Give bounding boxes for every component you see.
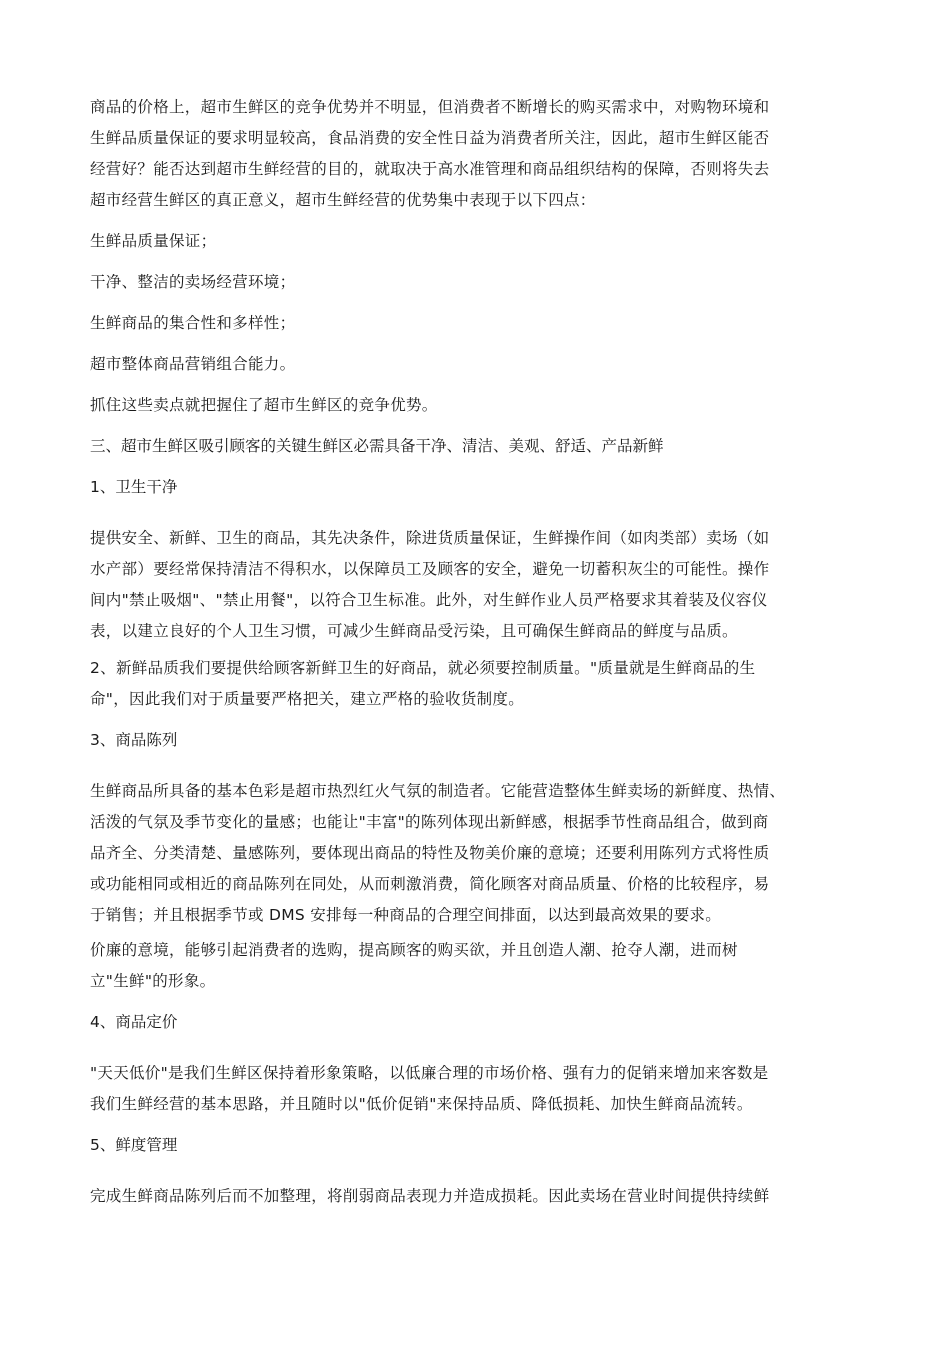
pricing-paragraph (90, 1058, 880, 1120)
text-line: 完成生鲜商品陈列后而不加整理，将削弱商品表现力并造成损耗。因此卖场在营业时间提供持续鲜 (90, 1187, 770, 1205)
text-line: 表，以建立良好的个人卫生习惯，可减少生鲜商品受污染，且可确保生鲜商品的鲜度与品质。 (90, 622, 738, 640)
price-image-paragraph (90, 935, 880, 997)
text-line: 生鲜商品所具备的基本色彩是超市热烈红火气氛的制造者。它能营造整体生鲜卖场的新鲜度、热情、 (90, 782, 786, 800)
list-item: 生鲜商品的集合性和多样性； (90, 314, 296, 332)
subheading-freshness: 5、鲜度管理 (90, 1136, 178, 1154)
intro-paragraph (90, 92, 880, 216)
text-line: 命"，因此我们对于质量要严格把关，建立严格的验收货制度。 (90, 690, 525, 708)
text-line: 生鲜品质量保证的要求明显较高，食品消费的安全性日益为消费者所关注，因此，超市生鲜区能否 (90, 129, 770, 147)
text-line: 2、新鲜品质我们要提供给顾客新鲜卫生的好商品，就必须要控制质量。"质量就是生鲜商品的生 (90, 659, 756, 677)
list-item: 超市整体商品营销组合能力。 (90, 355, 296, 373)
freshness-paragraph (90, 1181, 880, 1212)
text-line: 经营好？能否达到超市生鲜经营的目的，就取决于高水准管理和商品组织结构的保障，否则将失去 (90, 160, 770, 178)
list-item: 干净、整洁的卖场经营环境； (90, 273, 296, 291)
text-line: 活泼的气氛及季节变化的量感；也能让"丰富"的陈列体现出新鲜感，根据季节性商品组合，做到商 (90, 813, 769, 831)
text-line: "天天低价"是我们生鲜区保持着形象策略，以低廉合理的市场价格、强有力的促销来增加来客数是 (90, 1064, 769, 1082)
text-line: 我们生鲜经营的基本思路，并且随时以"低价促销"来保持品质、降低损耗、加快生鲜商品流转。 (90, 1095, 753, 1113)
subheading-hygiene: 1、卫生干净 (90, 478, 178, 496)
text-line: 或功能相同或相近的商品陈列在同处，从而刺激消费，简化顾客对商品质量、价格的比较程序，易 (90, 875, 770, 893)
summary-line: 抓住这些卖点就把握住了超市生鲜区的竞争优势。 (90, 396, 438, 414)
text-line: 超市经营生鲜区的真正意义，超市生鲜经营的优势集中表现于以下四点： (90, 191, 596, 209)
hygiene-paragraph (90, 523, 880, 647)
text-line: 水产部）要经常保持清洁不得积水，以保障员工及顾客的安全，避免一切蓄积灰尘的可能性。操作 (90, 560, 770, 578)
text-line: 间内"禁止吸烟"、"禁止用餐"，以符合卫生标准。此外，对生鲜作业人员严格要求其着装及仪容仪 (90, 591, 768, 609)
list-item: 生鲜品质量保证； (90, 232, 217, 250)
quality-paragraph (90, 653, 880, 715)
text-line: 价廉的意境，能够引起消费者的选购，提高顾客的购买欲，并且创造人潮、抢夺人潮，进而树 (90, 941, 738, 959)
subheading-display: 3、商品陈列 (90, 731, 178, 749)
document-page (90, 92, 880, 1212)
section-title: 三、超市生鲜区吸引顾客的关键生鲜区必需具备干净、清洁、美观、舒适、产品新鲜 (90, 437, 664, 455)
text-line: 品齐全、分类清楚、量感陈列，要体现出商品的特性及物美价廉的意境；还要利用陈列方式将性质 (90, 844, 770, 862)
subheading-pricing: 4、商品定价 (90, 1013, 178, 1031)
text-line: 提供安全、新鲜、卫生的商品，其先决条件，除进货质量保证，生鲜操作间（如肉类部）卖场（如 (90, 529, 770, 547)
text-line: 于销售；并且根据季节或 DMS 安排每一种商品的合理空间排面，以达到最高效果的要求。 (90, 906, 722, 924)
text-line: 商品的价格上，超市生鲜区的竞争优势并不明显，但消费者不断增长的购买需求中，对购物环境和 (90, 98, 770, 116)
display-paragraph (90, 776, 880, 931)
text-line: 立"生鲜"的形象。 (90, 972, 216, 990)
